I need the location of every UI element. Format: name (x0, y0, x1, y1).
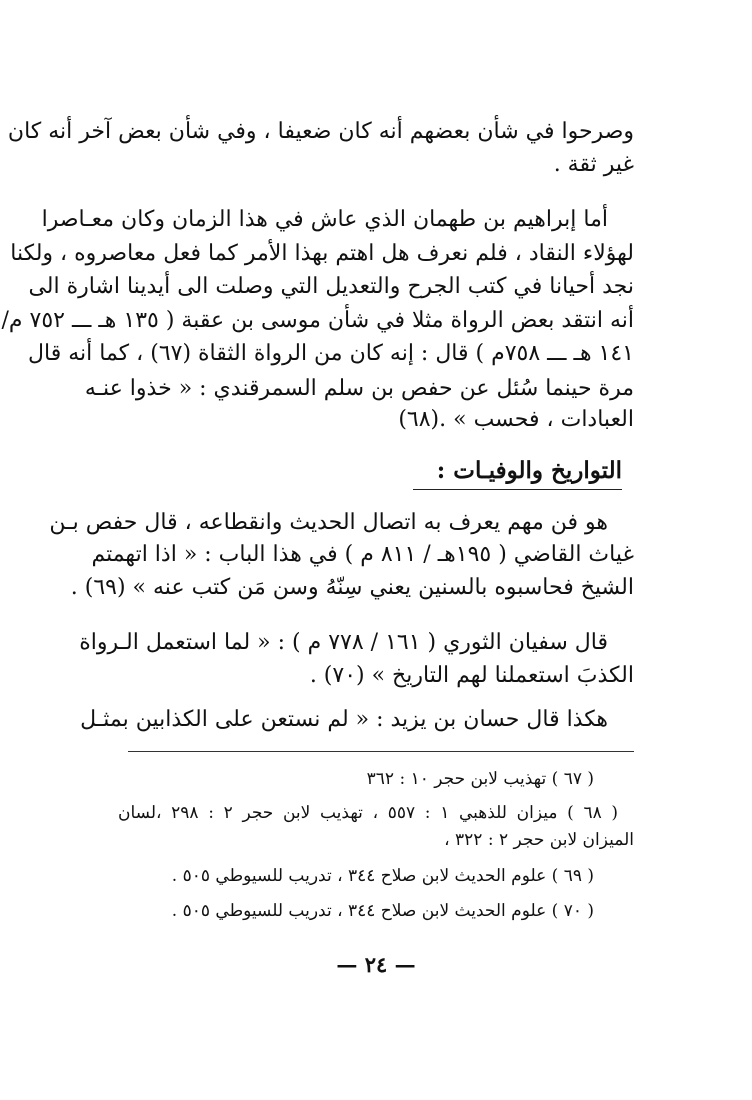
paragraph2-line-7: العبادات ، فحسب » .(٦٨) (398, 407, 634, 432)
paragraph1-line-1: وصرحوا في شأن بعضهم أنه كان ضعيفا ، وفي شأن بعض آخر أنه كان (7, 119, 634, 144)
paragraph4-line-2: الكذبَ استعملنا لهم التاريخ » (٧٠) . (309, 663, 634, 688)
footnote-70: ( ٧٠ ) علوم الحديث لابن صلاح ٣٤٤ ، تدريب للسيوطي ٥٠٥ . (171, 901, 594, 921)
paragraph2-line-3: نجد أحيانا في كتب الجرح والتعديل التي وصلت الى أيدينا اشارة الى (28, 274, 634, 299)
paragraph2-line-2: لهؤلاء النقاد ، فلم نعرف هل اهتم بهذا الأمر كما فعل معاصروه ، ولكنا (10, 241, 634, 266)
footnote-67: ( ٦٧ ) تهذيب لابن حجر ١٠ : ٣٦٢ (366, 769, 594, 789)
paragraph2-line-1: أما إبراهيم بن طهمان الذي عاش في هذا الزمان وكان معـاصرا (41, 207, 608, 232)
paragraph2-line-6: مرة حينما سُئل عن حفص بن سلم السمرقندي : « خذوا عنـه (84, 376, 634, 401)
paragraph3-line-2: غياث القاضي ( ١٩٥هـ / ٨١١ م ) في هذا الباب : « اذا اتهمتم (91, 542, 634, 567)
footnote-68-line-2: الميزان لابن حجر ٢ : ٣٢٢ ، (444, 830, 634, 850)
paragraph2-line-5: ١٤١ هـ ـــ ٧٥٨م ) قال : إنه كان من الرواة الثقاة (٦٧) ، كما أنه قال (28, 341, 634, 366)
heading-underline (413, 489, 622, 490)
footnote-68-line-1: ( ٦٨ ) ميزان للذهبي ١ : ٥٥٧ ، تهذيب لابن حجر ٢ : ٢٩٨ ،لسان (118, 803, 618, 823)
paragraph3-line-1: هو فن مهم يعرف به اتصال الحديث وانقطاعه ، قال حفص بـن (49, 510, 608, 535)
paragraph4-line-1: قال سفيان الثوري ( ١٦١ / ٧٧٨ م ) : « لما استعمل الـرواة (79, 630, 608, 655)
paragraph1-line-2: غير ثقة . (553, 152, 634, 177)
page-number: — ٢٤ — (336, 952, 416, 977)
section-heading: التواريخ والوفيـات : (436, 457, 622, 484)
paragraph2-line-4: أنه انتقد بعض الرواة مثلا في شأن موسى بن عقبة ( ١٣٥ هـ ـــ ٧٥٢ م/ (1, 308, 634, 333)
footnote-69: ( ٦٩ ) علوم الحديث لابن صلاح ٣٤٤ ، تدريب للسيوطي ٥٠٥ . (171, 866, 594, 886)
paragraph3-line-3: الشيخ فحاسبوه بالسنين يعني سِنّهُ وسن مَن كتب عنه » (٦٩) . (70, 575, 634, 600)
paragraph5-line-1: هكذا قال حسان بن يزيد : « لم نستعن على الكذابين بمثـل (80, 707, 608, 732)
footnote-separator (128, 751, 634, 752)
